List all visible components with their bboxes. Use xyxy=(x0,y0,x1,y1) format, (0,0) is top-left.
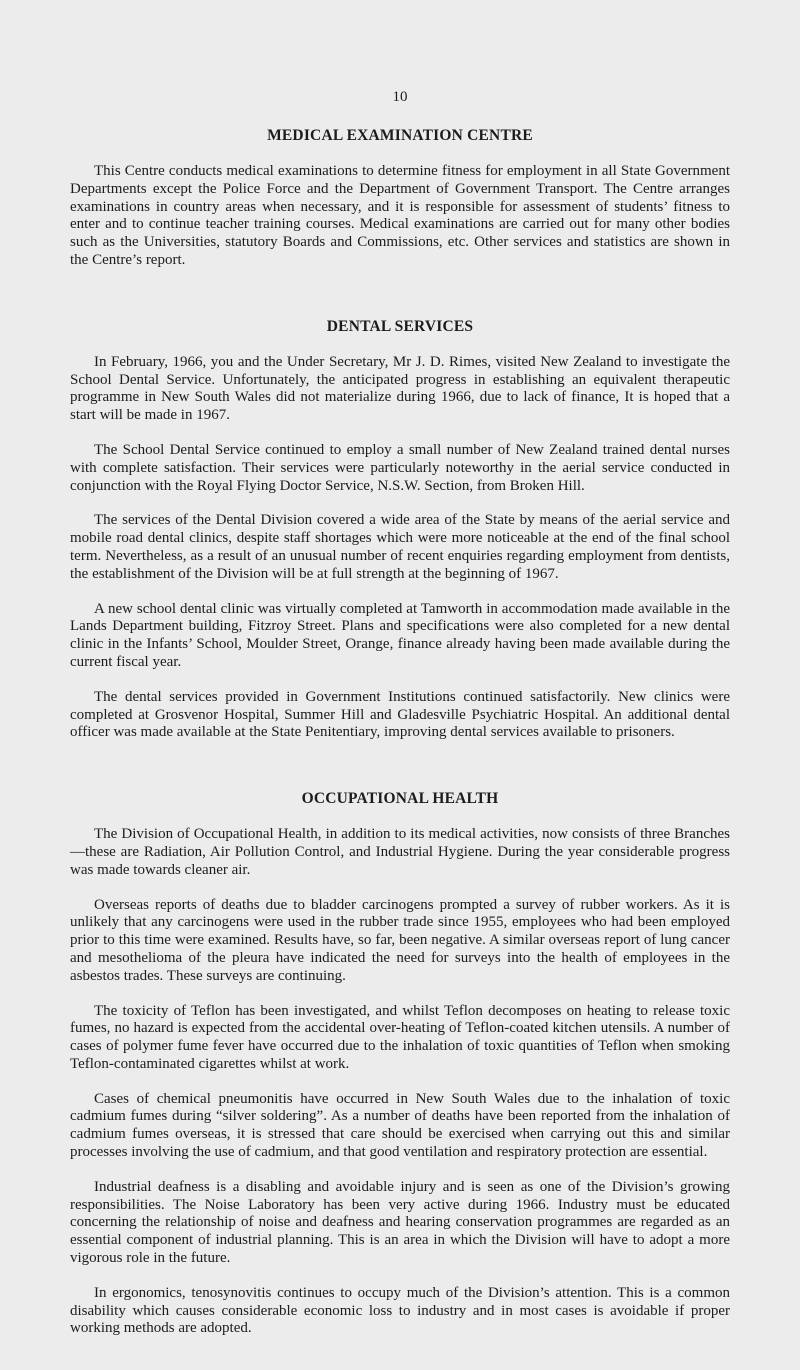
paragraph: A new school dental clinic was virtually completed at Tamworth in accommodation made available in the Lands Department building, Fitzroy Street. Plans and specifications were also completed for a new dental clinic in the Infants’ School, Moulder Street, Orange, finance already having been made available during the current fiscal year. xyxy=(70,600,730,670)
page-number: 10 xyxy=(392,89,408,105)
section-heading: DENTAL SERVICES xyxy=(326,317,474,335)
paragraph: The services of the Dental Division covered a wide area of the State by means of the aerial service and mobile road dental clinics, despite staff shortages which were more noticeable at the end of the final school term. Nevertheless, as a result of an unusual number of recent enquiries regarding employment from dentists, the establishment of the Division will be at full strength at the beginning of 1967. xyxy=(70,512,730,582)
paragraph: The dental services provided in Government Institutions continued satisfactorily. New clinics were completed at Grosvenor Hospital, Summer Hill and Gladesville Psychiatric Hospital. An additional dental officer was made available at the State Penitentiary, improving dental services available to prisoners. xyxy=(70,688,730,741)
section-medical-examination-centre xyxy=(70,127,730,270)
section-occupational-health xyxy=(70,790,730,1338)
paragraph: The toxicity of Teflon has been investigated, and whilst Teflon decomposes on heating to release toxic fumes, no hazard is expected from the accidental over-heating of Teflon-coated kitchen utensils. A number of cases of polymer fume fever have occurred due to the inhalation of toxic quantities of Teflon when smoking Teflon-contaminated cigarettes whilst at work. xyxy=(70,1002,730,1072)
paragraph: The Division of Occupational Health, in addition to its medical activities, now consists of three Branches—these are Radiation, Air Pollution Control, and Industrial Hygiene. During the year considerable progress was made towards cleaner air. xyxy=(70,826,730,878)
document-body xyxy=(70,127,730,1338)
paragraph: This Centre conducts medical examinations to determine fitness for employment in all State Government Departments except the Police Force and the Department of Government Transport. The Centre arranges examinations in country areas when necessary, and it is responsible for assessment of students’ fitness to enter and to continue teacher training courses. Medical examinations are carried out for many other bodies such as the Universities, statutory Boards and Commissions, etc. Other services and statistics are shown in the Centre’s report. xyxy=(70,163,730,268)
section-heading: MEDICAL EXAMINATION CENTRE xyxy=(267,127,533,144)
paragraph: Cases of chemical pneumonitis have occurred in New South Wales due to the inhalation of toxic cadmium fumes during “silver soldering”. As a number of deaths have been reported from the inhalation of cadmium fumes overseas, it is stressed that care should be exercised when carrying out this and similar processes involving the use of cadmium, and that good ventilation and respiratory protection are essential. xyxy=(70,1090,730,1161)
section-dental-services xyxy=(70,318,730,742)
paragraph: Industrial deafness is a disabling and avoidable injury and is seen as one of the Division’s growing responsibilities. The Noise Laboratory has been very active during 1966. Industry must be educated concerning the relationship of noise and deafness and hearing conservation programmes are regarded as an essential component of industrial planning. This is an area in which the Division will have to adopt a more vigorous role in the future. xyxy=(70,1178,730,1267)
paragraph: The School Dental Service continued to employ a small number of New Zealand trained dental nurses with complete satisfaction. Their services were particularly noteworthy in the aerial service conducted in conjunction with the Royal Flying Doctor Service, N.S.W. Section, from Broken Hill. xyxy=(70,441,730,494)
paragraph: In ergonomics, tenosynovitis continues to occupy much of the Division’s attention. This is a common disability which causes considerable economic loss to industry and in most cases is avoidable if proper working methods are adopted. xyxy=(70,1284,730,1337)
paragraph: Overseas reports of deaths due to bladder carcinogens prompted a survey of rubber workers. As it is unlikely that any carcinogens were used in the rubber trade since 1955, employees who had been employed prior to this time were examined. Results have, so far, been negative. A similar overseas report of lung cancer and mesothelioma of the pleura have indicated the need for surveys into the health of employees in the asbestos trades. These surveys are continuing. xyxy=(70,896,730,984)
section-heading: OCCUPATIONAL HEALTH xyxy=(301,790,499,808)
paragraph: In February, 1966, you and the Under Secretary, Mr J. D. Rimes, visited New Zealand to investigate the School Dental Service. Unfortunately, the anticipated progress in establishing an equivalent therapeutic programme in New South Wales did not materialize during 1966, due to lack of finance, It is hoped that a start will be made in 1967. xyxy=(70,353,730,424)
